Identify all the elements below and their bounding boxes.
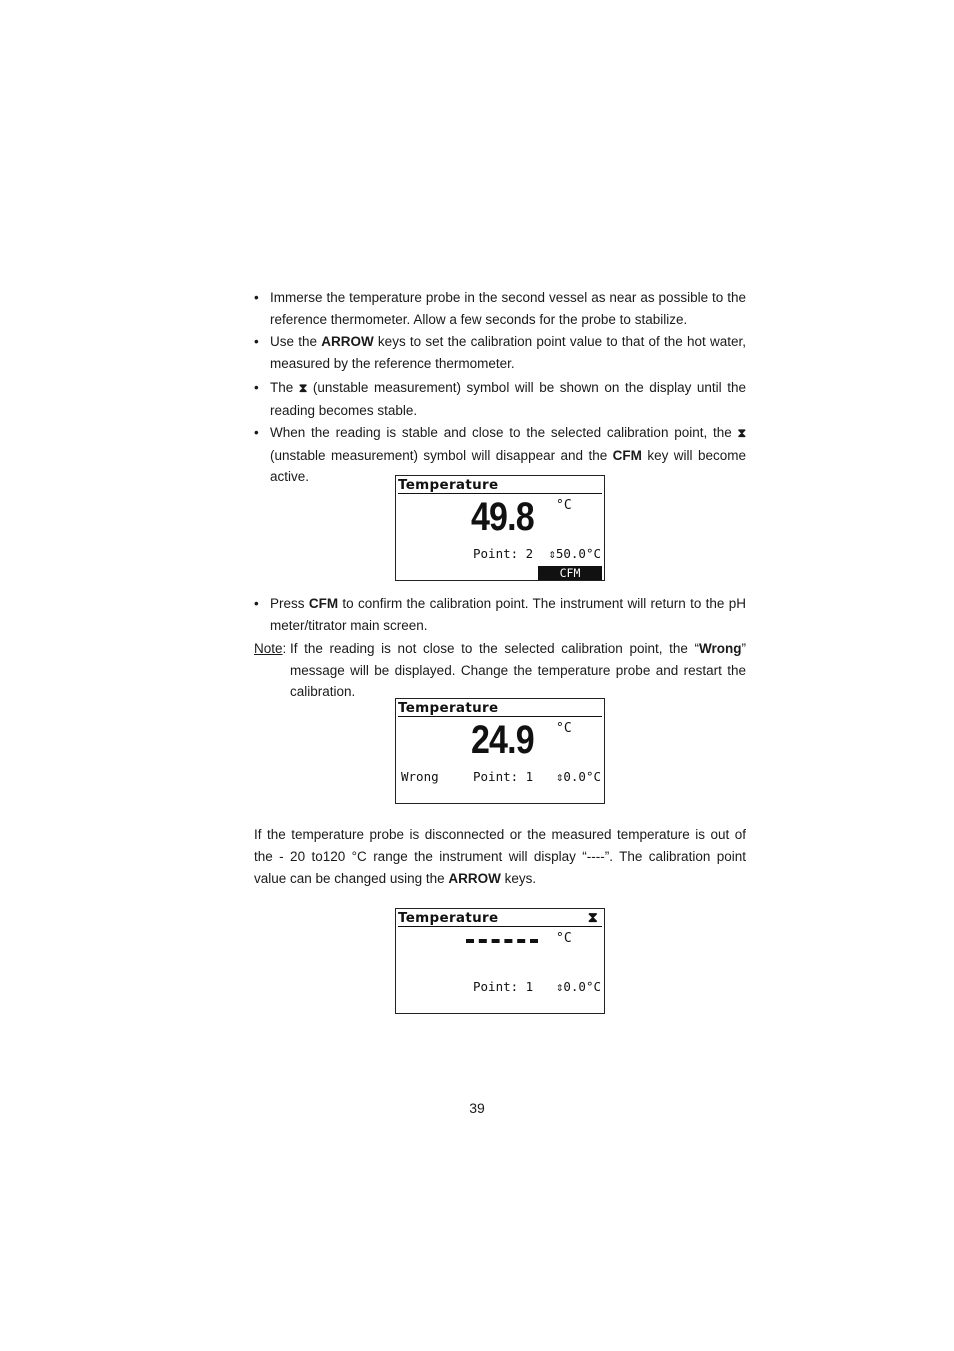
lcd-target: ⇕0.0°C xyxy=(555,769,601,784)
bullet-item xyxy=(254,331,746,374)
text-run: ” message will be displayed. Change the temperature probe and restart the calibration. xyxy=(290,641,746,699)
note-label-wrap xyxy=(254,638,286,660)
text-run: When the reading is stable and close to the selected calibration point, the xyxy=(270,425,738,440)
lcd-unit: °C xyxy=(556,721,572,736)
bullet-text xyxy=(270,593,746,636)
text-run: If the temperature probe is disconnected or the measured temperature is out of the - 20 to120 °C range the instrument will display “----”. The calibration point value can be changed using the xyxy=(254,827,746,886)
text-run: (unstable measurement) symbol will be shown on the display until the reading becomes stable. xyxy=(270,380,747,418)
text-run: The xyxy=(270,380,299,395)
wrong-label: Wrong xyxy=(699,641,742,656)
hourglass-icon: ⧗ xyxy=(587,910,598,926)
lcd-title: Temperature xyxy=(398,700,602,717)
lcd-title-text: Temperature xyxy=(398,910,499,926)
note-label: Note xyxy=(254,641,283,656)
lcd-point: Point: 1 xyxy=(473,979,534,994)
lcd-reading: 49.8 xyxy=(471,495,534,539)
arrow-key-label: ARROW xyxy=(321,334,374,349)
text-run: If the reading is not close to the selected calibration point, the “ xyxy=(290,641,699,656)
text-run: (unstable measurement) symbol will disappear and the xyxy=(270,447,613,463)
text-run: keys to set the calibration point value to that of the hot water, measured by the reference thermometer. xyxy=(270,334,746,371)
lcd-unit: °C xyxy=(556,931,572,946)
lcd-title: Temperature xyxy=(398,477,602,494)
note-text xyxy=(290,638,746,703)
bullet-dot: • xyxy=(254,334,259,349)
text-run: Press xyxy=(270,596,309,611)
lcd-point: Point: 2 xyxy=(473,546,534,561)
lcd-target: ⇕50.0°C xyxy=(548,546,601,561)
lcd-target: ⇕0.0°C xyxy=(555,979,601,994)
cfm-key-label: CFM xyxy=(308,596,339,611)
bullet-dot: • xyxy=(254,425,259,440)
text-run: key will become active. xyxy=(270,447,746,484)
bullet-item xyxy=(254,593,746,636)
lcd-point: Point: 1 xyxy=(473,769,534,784)
bullet-text xyxy=(270,377,746,421)
bullet-dot: • xyxy=(254,596,259,611)
hourglass-icon: ⧗ xyxy=(298,381,308,395)
bullet-item xyxy=(254,287,746,330)
lcd-display-out-of-range xyxy=(395,908,605,1014)
text-run: keys. xyxy=(500,871,537,886)
cfm-key-label: CFM xyxy=(612,447,642,463)
lcd-wrong-message: Wrong xyxy=(401,769,439,784)
note xyxy=(254,638,746,703)
bullet-item xyxy=(254,377,746,421)
lcd-display-wrong xyxy=(395,698,605,804)
note-colon: : xyxy=(282,641,287,656)
bullet-dot: • xyxy=(254,290,259,305)
hourglass-icon: ⧗ xyxy=(737,426,746,440)
bullet-text: Immerse the temperature probe in the second vessel as near as possible to the reference thermometer. Allow a few seconds for the probe to stabilize. xyxy=(270,290,746,327)
lcd-display-calibration xyxy=(395,475,605,581)
bullet-text xyxy=(270,331,746,374)
text-run: Use the xyxy=(270,334,322,349)
text-run: to confirm the calibration point. The instrument will return to the pH meter/titrator main screen. xyxy=(270,596,746,633)
lcd-reading: 24.9 xyxy=(471,718,534,762)
lcd-title xyxy=(398,910,602,927)
lcd-dashes xyxy=(466,939,538,947)
paragraph xyxy=(254,824,746,890)
page-number: 39 xyxy=(469,1100,485,1116)
lcd-unit: °C xyxy=(556,498,572,513)
cfm-softkey[interactable]: CFM xyxy=(538,566,602,580)
arrow-key-label: ARROW xyxy=(448,871,501,886)
bullet-dot: • xyxy=(254,380,259,395)
